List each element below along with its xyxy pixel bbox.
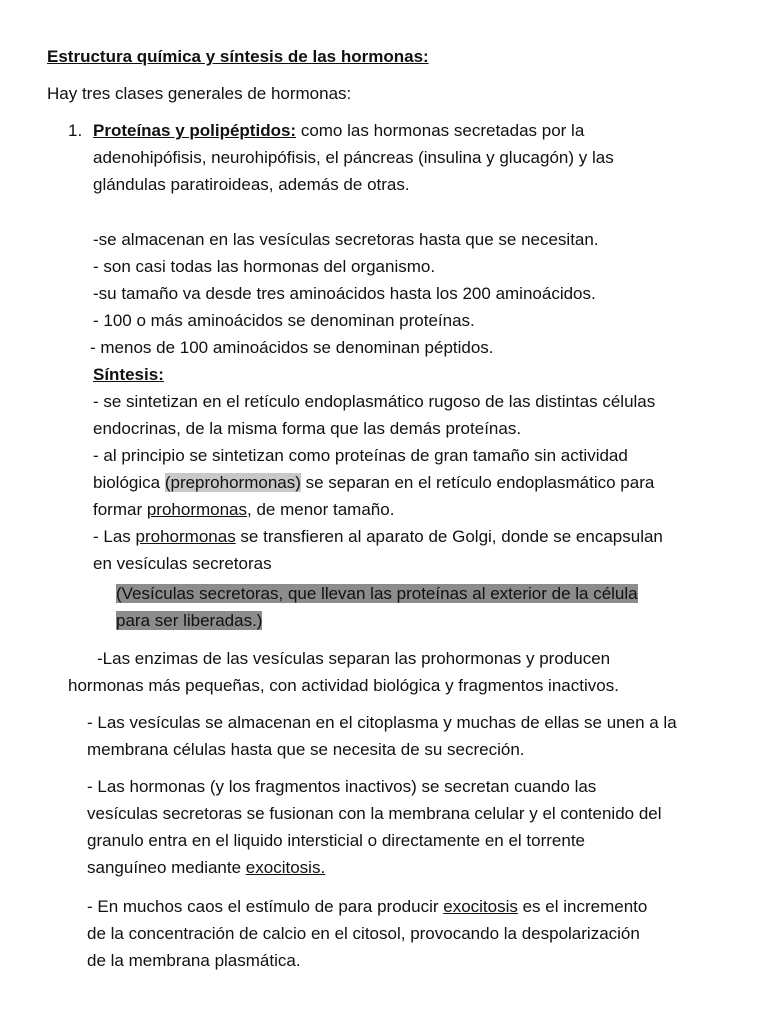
sintesis-line: [93, 496, 743, 523]
list-item-proteinas: [93, 117, 743, 198]
text-span: biológica: [93, 473, 165, 492]
sintesis-line: [93, 523, 743, 550]
paragraph-line: membrana células hasta que se necesita de su secreción.: [87, 740, 525, 759]
item-line: glándulas paratiroideas, además de otras.: [93, 175, 410, 194]
fact-line: - 100 o más aminoácidos se denominan proteínas.: [93, 311, 475, 330]
paragraph-line: de la membrana plasmática.: [87, 951, 301, 970]
highlight-preprohormonas: (preprohormonas): [164, 473, 301, 492]
intro-text: Hay tres clases generales de hormonas:: [47, 84, 352, 103]
fact-line: -su tamaño va desde tres aminoácidos hasta los 200 aminoácidos.: [93, 284, 596, 303]
sintesis-line: - se sintetizan en el retículo endoplasmático rugoso de las distintas células: [93, 392, 656, 411]
text-span: se separan en el retículo endoplasmático para: [300, 473, 655, 492]
paragraph-line: - Las hormonas (y los fragmentos inactivos) se secretan cuando las: [87, 777, 597, 796]
document-title: Estructura química y síntesis de las hormonas:: [47, 47, 429, 66]
paragraph-line: vesículas secretoras se fusionan con la membrana celular y el contenido del: [87, 804, 662, 823]
underline-exocitosis: exocitosis: [443, 897, 518, 916]
vesiculas-paragraph: [87, 709, 752, 763]
text-span: se transfieren al aparato de Golgi, donde se encapsulan: [235, 527, 663, 546]
fact-line: -se almacenan en las vesículas secretoras hasta que se necesitan.: [93, 230, 599, 249]
text-span: formar: [93, 500, 147, 519]
fact-line: - menos de 100 aminoácidos se denominan péptidos.: [90, 338, 494, 357]
enzimas-paragraph: [68, 645, 748, 699]
paragraph-line: de la concentración de calcio en el citosol, provocando la despolarización: [87, 924, 640, 943]
text-span: - En muchos caos el estímulo de para producir: [87, 897, 444, 916]
item-line: como las hormonas secretadas por la: [296, 121, 585, 140]
underline-exocitosis: exocitosis.: [245, 858, 326, 877]
facts-block: [90, 226, 743, 577]
paragraph-line: -Las enzimas de las vesículas separan las prohormonas y producen: [97, 649, 611, 668]
highlight-note: [116, 580, 736, 634]
highlight-note-line: para ser liberadas.): [116, 611, 263, 630]
sintesis-line: [93, 469, 743, 496]
underline-prohormonas: prohormonas: [135, 527, 236, 546]
text-span: sanguíneo mediante: [87, 858, 246, 877]
paragraph-line: [87, 893, 752, 920]
paragraph-line: - Las vesículas se almacenan en el citoplasma y muchas de ellas se unen a la: [87, 713, 677, 732]
secrecion-paragraph: [87, 773, 752, 881]
calcio-paragraph: [87, 893, 752, 974]
highlight-note-line: (Vesículas secretoras, que llevan las proteínas al exterior de la célula: [116, 584, 638, 603]
item-heading: Proteínas y polipéptidos:: [93, 121, 297, 140]
item-line: adenohipófisis, neurohipófisis, el páncreas (insulina y glucagón) y las: [93, 148, 614, 167]
sintesis-line: - al principio se sintetizan como proteínas de gran tamaño sin actividad: [93, 446, 628, 465]
sintesis-line: en vesículas secretoras: [93, 554, 272, 573]
text-span: , de menor tamaño.: [247, 500, 395, 519]
fact-line: - son casi todas las hormonas del organismo.: [93, 257, 436, 276]
sintesis-line: endocrinas, de la misma forma que las demás proteínas.: [93, 419, 522, 438]
paragraph-line: [87, 854, 752, 881]
underline-prohormonas: prohormonas: [146, 500, 248, 519]
text-span: es el incremento: [517, 897, 648, 916]
list-number: 1.: [68, 121, 83, 140]
paragraph-line: hormonas más pequeñas, con actividad biológica y fragmentos inactivos.: [68, 676, 619, 695]
text-span: - Las: [93, 527, 136, 546]
paragraph-line: granulo entra en el liquido intersticial o directamente en el torrente: [87, 831, 586, 850]
sintesis-heading: Síntesis:: [93, 365, 164, 384]
